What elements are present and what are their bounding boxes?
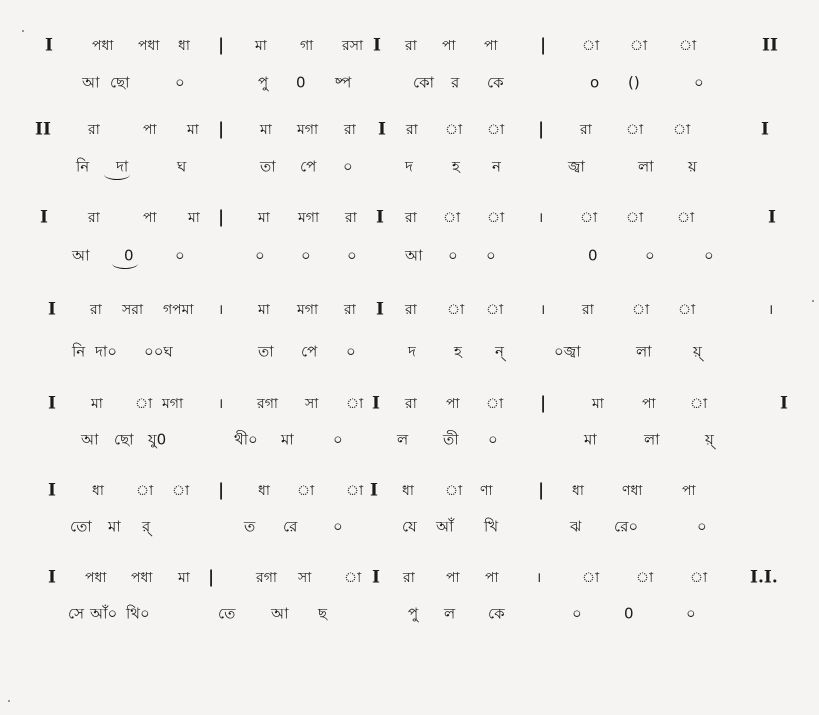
swara-note: ।	[768, 302, 774, 318]
lyric-syllable: ল	[397, 430, 409, 449]
lyric-syllable: তী	[443, 430, 459, 449]
swara-note: পধা	[138, 38, 160, 54]
lyric-syllable: o	[590, 73, 600, 92]
swara-note: রা	[88, 122, 100, 138]
lyric-syllable: ন	[492, 157, 501, 176]
lyric-syllable: আ	[81, 430, 99, 449]
lyric-syllable: মা	[281, 430, 294, 449]
swara-note: রা	[403, 570, 415, 586]
swara-note: রা	[580, 122, 592, 138]
barline: II	[762, 35, 778, 56]
lyric-syllable: তা	[260, 157, 276, 176]
swara-note: পা	[442, 38, 456, 54]
swara-note: রা	[345, 210, 357, 226]
lyric-syllable: পে	[301, 342, 318, 361]
lyric-syllable: ০	[175, 246, 185, 265]
lyric-syllable: দ	[405, 157, 413, 176]
lyric-syllable: তো	[70, 517, 92, 536]
swara-note: া	[630, 38, 648, 54]
swara-note: া	[632, 302, 650, 318]
lyric-syllable: খি	[484, 517, 499, 536]
swara-note: া	[677, 210, 695, 226]
swara-note: মা	[255, 38, 267, 54]
lyric-syllable: 0	[296, 73, 306, 92]
swara-note: া	[445, 483, 463, 499]
swara-note: রসা	[342, 38, 364, 54]
paper-speck	[22, 30, 24, 32]
lyric-syllable: ০	[333, 430, 343, 449]
swara-note: রা	[405, 396, 417, 412]
lyric-syllable: ০	[448, 246, 458, 265]
swara-note: া	[679, 38, 697, 54]
swara-note: া	[636, 570, 654, 586]
swara-note: া	[580, 210, 598, 226]
swara-note: রা	[405, 38, 417, 54]
lyric-syllable: আঁ	[436, 517, 454, 536]
lyric-syllable: ০	[255, 246, 265, 265]
swara-note: রা	[90, 302, 102, 318]
swara-note: া	[487, 210, 505, 226]
swara-note: া	[673, 122, 691, 138]
lyric-syllable: ০	[347, 246, 357, 265]
swara-note: মা	[188, 210, 200, 226]
lyric-syllable: ০	[333, 517, 343, 536]
lyric-syllable: নি	[76, 157, 90, 176]
swara-note: সা	[298, 570, 312, 586]
swara-note: ধা	[402, 483, 414, 499]
paper-speck	[812, 300, 814, 302]
paper-speck	[8, 700, 10, 702]
lyric-syllable: ত	[244, 517, 256, 536]
swara-note: ধা	[178, 38, 190, 54]
lyric-syllable: লা	[644, 430, 660, 449]
swara-note: া	[172, 483, 190, 499]
barline: I	[376, 207, 384, 228]
swara-note: রা	[405, 210, 417, 226]
swara-note: পা	[446, 396, 460, 412]
lyric-syllable: সে	[68, 604, 84, 623]
barline: I	[378, 119, 386, 140]
swara-note: ।	[540, 302, 546, 318]
lyric-syllable: লা	[636, 342, 652, 361]
lyric-syllable: র	[451, 73, 460, 92]
swara-note: রা	[344, 302, 356, 318]
swara-note: পা	[143, 210, 157, 226]
swara-note: া	[678, 302, 696, 318]
swara-note: া	[445, 122, 463, 138]
swara-note: পা	[642, 396, 656, 412]
swara-note: মগা	[297, 122, 319, 138]
lyric-syllable: থী০	[234, 430, 258, 449]
swara-note: রা	[406, 122, 418, 138]
swara-note: ণধা	[622, 483, 643, 499]
barline: II	[35, 119, 51, 140]
barline: I	[376, 299, 384, 320]
swara-note: া	[346, 483, 364, 499]
swara-note: মগা	[298, 210, 320, 226]
barline: |	[208, 567, 215, 588]
swara-note: া	[486, 302, 504, 318]
barline: I	[48, 480, 56, 501]
swara-note: মা	[260, 122, 272, 138]
swara-note: মা	[178, 570, 190, 586]
swara-note: া	[582, 570, 600, 586]
lyric-syllable: কে	[487, 73, 504, 92]
lyric-syllable: র্	[142, 517, 151, 536]
swara-note: া	[346, 396, 364, 412]
swara-note: ধা	[572, 483, 584, 499]
lyric-syllable: আ	[82, 73, 100, 92]
lyric-syllable: ০	[697, 517, 707, 536]
barline: I	[761, 119, 769, 140]
lyric-syllable: ০	[175, 73, 185, 92]
lyric-syllable: ০	[704, 246, 714, 265]
swara-note: া	[626, 122, 644, 138]
lyric-syllable: কে	[488, 604, 505, 623]
lyric-syllable: য়	[688, 157, 697, 176]
lyric-syllable: রে০	[614, 517, 639, 536]
lyric-syllable: ল	[444, 604, 456, 623]
lyric-syllable: আঁ০	[90, 604, 118, 623]
lyric-syllable: যু0	[148, 430, 167, 449]
swara-note: মা	[187, 122, 199, 138]
swara-note: া	[626, 210, 644, 226]
lyric-syllable: ০জ্বা	[554, 342, 581, 361]
lyric-syllable: ০	[346, 342, 356, 361]
swara-note: া	[690, 570, 708, 586]
lyric-syllable: লা	[638, 157, 654, 176]
swara-note: ণা	[480, 483, 493, 499]
lyric-syllable: দা	[116, 157, 129, 176]
swara-note: া	[135, 396, 153, 412]
barline: |	[538, 480, 545, 501]
barline: |	[538, 119, 545, 140]
swara-note: া	[486, 396, 504, 412]
barline: |	[218, 35, 225, 56]
barline: |	[540, 393, 547, 414]
barline: I.I.	[750, 567, 778, 588]
lyric-syllable: নি	[72, 342, 86, 361]
lyric-syllable: ঘ	[177, 157, 187, 176]
lyric-syllable: থি০	[126, 604, 150, 623]
barline: I	[48, 393, 56, 414]
lyric-syllable: রে	[283, 517, 298, 536]
swara-note: পা	[682, 483, 696, 499]
swara-note: রগা	[256, 570, 277, 586]
barline: I	[372, 567, 380, 588]
swara-note: পা	[143, 122, 157, 138]
lyric-syllable: ০	[686, 604, 696, 623]
lyric-syllable: আ	[271, 604, 289, 623]
lyric-syllable: হ	[452, 157, 460, 176]
swara-note: পধা	[85, 570, 107, 586]
lyric-syllable: দ	[408, 342, 416, 361]
barline: I	[372, 393, 380, 414]
lyric-syllable: ০	[486, 246, 496, 265]
lyric-syllable: ন্	[495, 342, 504, 361]
swara-note: মগা	[162, 396, 184, 412]
swara-note: মগা	[297, 302, 319, 318]
swara-note: া	[582, 38, 600, 54]
swara-note: ধা	[258, 483, 270, 499]
swara-note: া	[136, 483, 154, 499]
lyric-syllable: আ	[72, 246, 90, 265]
lyric-syllable: 0	[624, 604, 634, 623]
lyric-syllable: পু	[408, 604, 419, 623]
lyric-syllable: হ	[454, 342, 462, 361]
lyric-syllable: ঝ	[570, 517, 582, 536]
swara-note: গপমা	[163, 302, 194, 318]
swara-note: া	[443, 210, 461, 226]
lyric-syllable: আ	[405, 246, 423, 265]
swara-note: মা	[258, 302, 270, 318]
lyric-syllable: ০	[694, 73, 704, 92]
barline: |	[218, 480, 225, 501]
lyric-syllable: ০	[645, 246, 655, 265]
swara-note: মা	[592, 396, 604, 412]
barline: I	[48, 567, 56, 588]
swara-note: সরা	[122, 302, 144, 318]
swara-note: ।	[218, 302, 224, 318]
swara-note: া	[487, 122, 505, 138]
swara-note: মা	[91, 396, 103, 412]
lyric-syllable: য়্	[693, 342, 702, 361]
swara-note: পধা	[131, 570, 153, 586]
lyric-syllable: ছো	[110, 73, 130, 92]
lyric-syllable: তা	[258, 342, 274, 361]
swara-note: ধা	[92, 483, 104, 499]
swara-note: পা	[485, 570, 499, 586]
lyric-syllable: ০	[301, 246, 311, 265]
lyric-syllable: ০	[572, 604, 582, 623]
swara-note: পা	[484, 38, 498, 54]
swara-note: ।	[218, 396, 224, 412]
swara-note: রা	[405, 302, 417, 318]
lyric-syllable: 0	[588, 246, 598, 265]
lyric-syllable: ছো	[114, 430, 134, 449]
swara-note: পধা	[92, 38, 114, 54]
slur-mark	[104, 169, 130, 180]
swara-note: পা	[446, 570, 460, 586]
barline: |	[218, 207, 225, 228]
barline: I	[370, 480, 378, 501]
lyric-syllable: ০	[343, 157, 353, 176]
lyric-syllable: য়্	[705, 430, 714, 449]
lyric-syllable: মা	[108, 517, 121, 536]
lyric-syllable: পু	[258, 73, 269, 92]
swara-note: রা	[88, 210, 100, 226]
lyric-syllable: কো	[413, 73, 434, 92]
barline: I	[768, 207, 776, 228]
barline: I	[373, 35, 381, 56]
swara-note: গা	[300, 38, 314, 54]
barline: I	[45, 35, 53, 56]
lyric-syllable: পে	[300, 157, 317, 176]
lyric-syllable: মা	[584, 430, 597, 449]
swara-note: সা	[305, 396, 319, 412]
swara-note: ।	[538, 210, 544, 226]
swara-note: ।	[536, 570, 542, 586]
swara-note: া	[344, 570, 362, 586]
swara-note: া	[447, 302, 465, 318]
swara-note: মা	[258, 210, 270, 226]
lyric-syllable: ছ	[318, 604, 328, 623]
swara-note: া	[690, 396, 708, 412]
lyric-syllable: ০০ঘ	[144, 342, 173, 361]
swara-note: রগা	[257, 396, 278, 412]
lyric-syllable: তে	[218, 604, 236, 623]
lyric-syllable: ()	[628, 73, 640, 92]
swara-note: া	[297, 483, 315, 499]
swara-note: রা	[582, 302, 594, 318]
lyric-syllable: 0	[124, 246, 134, 265]
barline: |	[218, 119, 225, 140]
lyric-syllable: ০	[488, 430, 498, 449]
swara-note: রা	[344, 122, 356, 138]
lyric-syllable: জ্বা	[568, 157, 585, 176]
lyric-syllable: যে	[402, 517, 417, 536]
slur-mark	[112, 258, 138, 269]
lyric-syllable: দা০	[95, 342, 117, 361]
barline: I	[40, 207, 48, 228]
lyric-syllable: ষ্প	[335, 73, 352, 92]
barline: I	[48, 299, 56, 320]
barline: I	[780, 393, 788, 414]
barline: |	[540, 35, 547, 56]
